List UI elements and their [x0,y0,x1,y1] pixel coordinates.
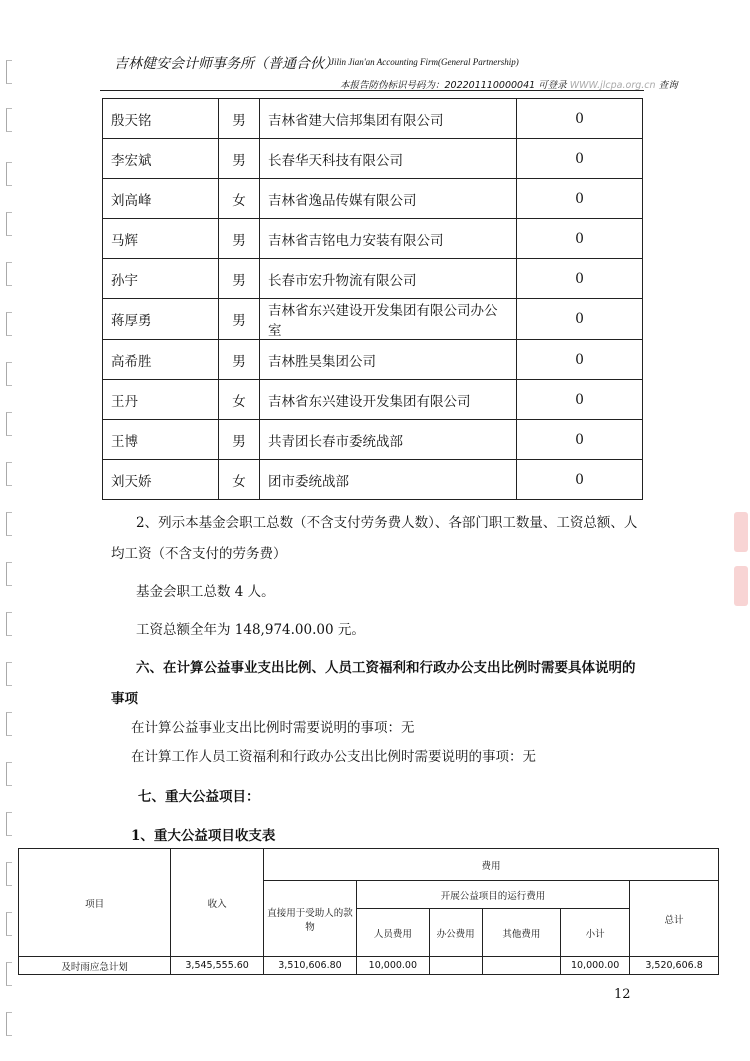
cell-subtotal: 10,000.00 [561,957,630,975]
table-row [103,179,643,219]
project-table [18,848,719,975]
table-row [19,957,719,975]
cell-organization: 吉林省建大信邦集团有限公司 [260,99,517,139]
table-row [103,219,643,259]
cell-gender: 女 [219,380,260,420]
people-table [102,98,643,500]
cell-name: 刘高峰 [103,179,219,219]
header-personnel: 人员费用 [356,909,429,957]
table-row [103,299,643,340]
header-total: 总计 [630,881,719,957]
cell-name: 刘天娇 [103,460,219,500]
header-operating: 开展公益项目的运行费用 [356,881,629,909]
header-office: 办公费用 [429,909,482,957]
paragraph-staff-heading-line2: 均工资（不含支付的劳务费） [111,546,287,562]
cell-value: 0 [517,179,643,219]
cell-gender: 男 [219,340,260,380]
firm-name-cn: 吉林健安会计师事务所（普通合伙） [114,56,338,72]
firm-name-en: Jilin Jian'an Accounting Firm(General Partnership) [330,57,519,67]
page-number: 12 [614,987,631,1002]
section-6-item-2: 在计算工作人员工资福利和行政办公支出比例时需要说明的事项：无 [131,749,536,765]
cell-gender: 男 [219,259,260,299]
cell-value: 0 [517,299,643,340]
cell-name: 李宏斌 [103,139,219,179]
table-row [103,340,643,380]
cell-name: 王博 [103,420,219,460]
cell-value: 0 [517,139,643,179]
cell-value: 0 [517,259,643,299]
staff-total: 基金会职工总数 4 人。 [136,584,275,600]
cell-value: 0 [517,420,643,460]
paragraph-staff-heading-line1: 2、列示本基金会职工总数（不含支付劳务费人数）、各部门职工数量、工资总额、人 [136,515,638,531]
cell-total: 3,520,606.8 [630,957,719,975]
cell-gender: 女 [219,179,260,219]
cell-income: 3,545,555.60 [171,957,264,975]
cell-gender: 男 [219,299,260,340]
section-7-heading: 七、重大公益项目： [138,789,260,805]
cell-direct: 3,510,606.80 [264,957,357,975]
cell-value: 0 [517,380,643,420]
cell-office [429,957,482,975]
header-expense: 费用 [264,849,719,881]
section-7-subheading: 1、重大公益项目收支表 [131,828,276,844]
header-subtotal: 小计 [561,909,630,957]
table-row [103,139,643,179]
seal-stamp-fragment [734,512,748,552]
cell-organization: 吉林省逸品传媒有限公司 [260,179,517,219]
cell-other [482,957,561,975]
cell-gender: 女 [219,460,260,500]
cell-value: 0 [517,219,643,259]
table-row [103,460,643,500]
header-other: 其他费用 [482,909,561,957]
cell-organization: 吉林省东兴建设开发集团有限公司办公室 [260,299,517,340]
section-6-heading-line2: 事项 [111,691,138,707]
cell-gender: 男 [219,420,260,460]
cell-value: 0 [517,340,643,380]
cell-name: 马辉 [103,219,219,259]
cell-organization: 团市委统战部 [260,460,517,500]
cell-name: 王丹 [103,380,219,420]
table-row [103,99,643,139]
cell-value: 0 [517,460,643,500]
header-income: 收入 [171,849,264,957]
cell-name: 殷天铭 [103,99,219,139]
report-code-label: 本报告防伪标识号码为：202201110000041 可登录 [340,80,567,91]
cell-gender: 男 [219,99,260,139]
cell-name: 孙宇 [103,259,219,299]
header-direct: 直接用于受助人的款物 [264,881,357,957]
header-project: 项目 [19,849,171,957]
seal-stamp-fragment [734,566,748,606]
report-code-site: WWW.jlcpa.org.cn [569,80,656,91]
cell-gender: 男 [219,139,260,179]
cell-name: 蒋厚勇 [103,299,219,340]
cell-value: 0 [517,99,643,139]
header-divider [100,90,644,91]
salary-total: 工资总额全年为 148,974.00.00 元。 [136,622,365,638]
section-6-heading-line1: 六、在计算公益事业支出比例、人员工资福利和行政办公支出比例时需要具体说明的 [136,660,636,676]
cell-personnel: 10,000.00 [356,957,429,975]
cell-project: 及时雨应急计划 [19,957,171,975]
report-code [340,77,678,91]
table-row [103,259,643,299]
section-6-item-1: 在计算公益事业支出比例时需要说明的事项：无 [131,720,415,736]
table-row [103,420,643,460]
report-code-suffix: 查询 [658,80,678,91]
cell-organization: 共青团长春市委统战部 [260,420,517,460]
cell-organization: 吉林胜昊集团公司 [260,340,517,380]
cell-organization: 吉林省吉铭电力安装有限公司 [260,219,517,259]
binding-marks [4,0,14,1061]
table-row [103,380,643,420]
cell-name: 高希胜 [103,340,219,380]
cell-gender: 男 [219,219,260,259]
cell-organization: 长春华天科技有限公司 [260,139,517,179]
cell-organization: 吉林省东兴建设开发集团有限公司 [260,380,517,420]
cell-organization: 长春市宏升物流有限公司 [260,259,517,299]
